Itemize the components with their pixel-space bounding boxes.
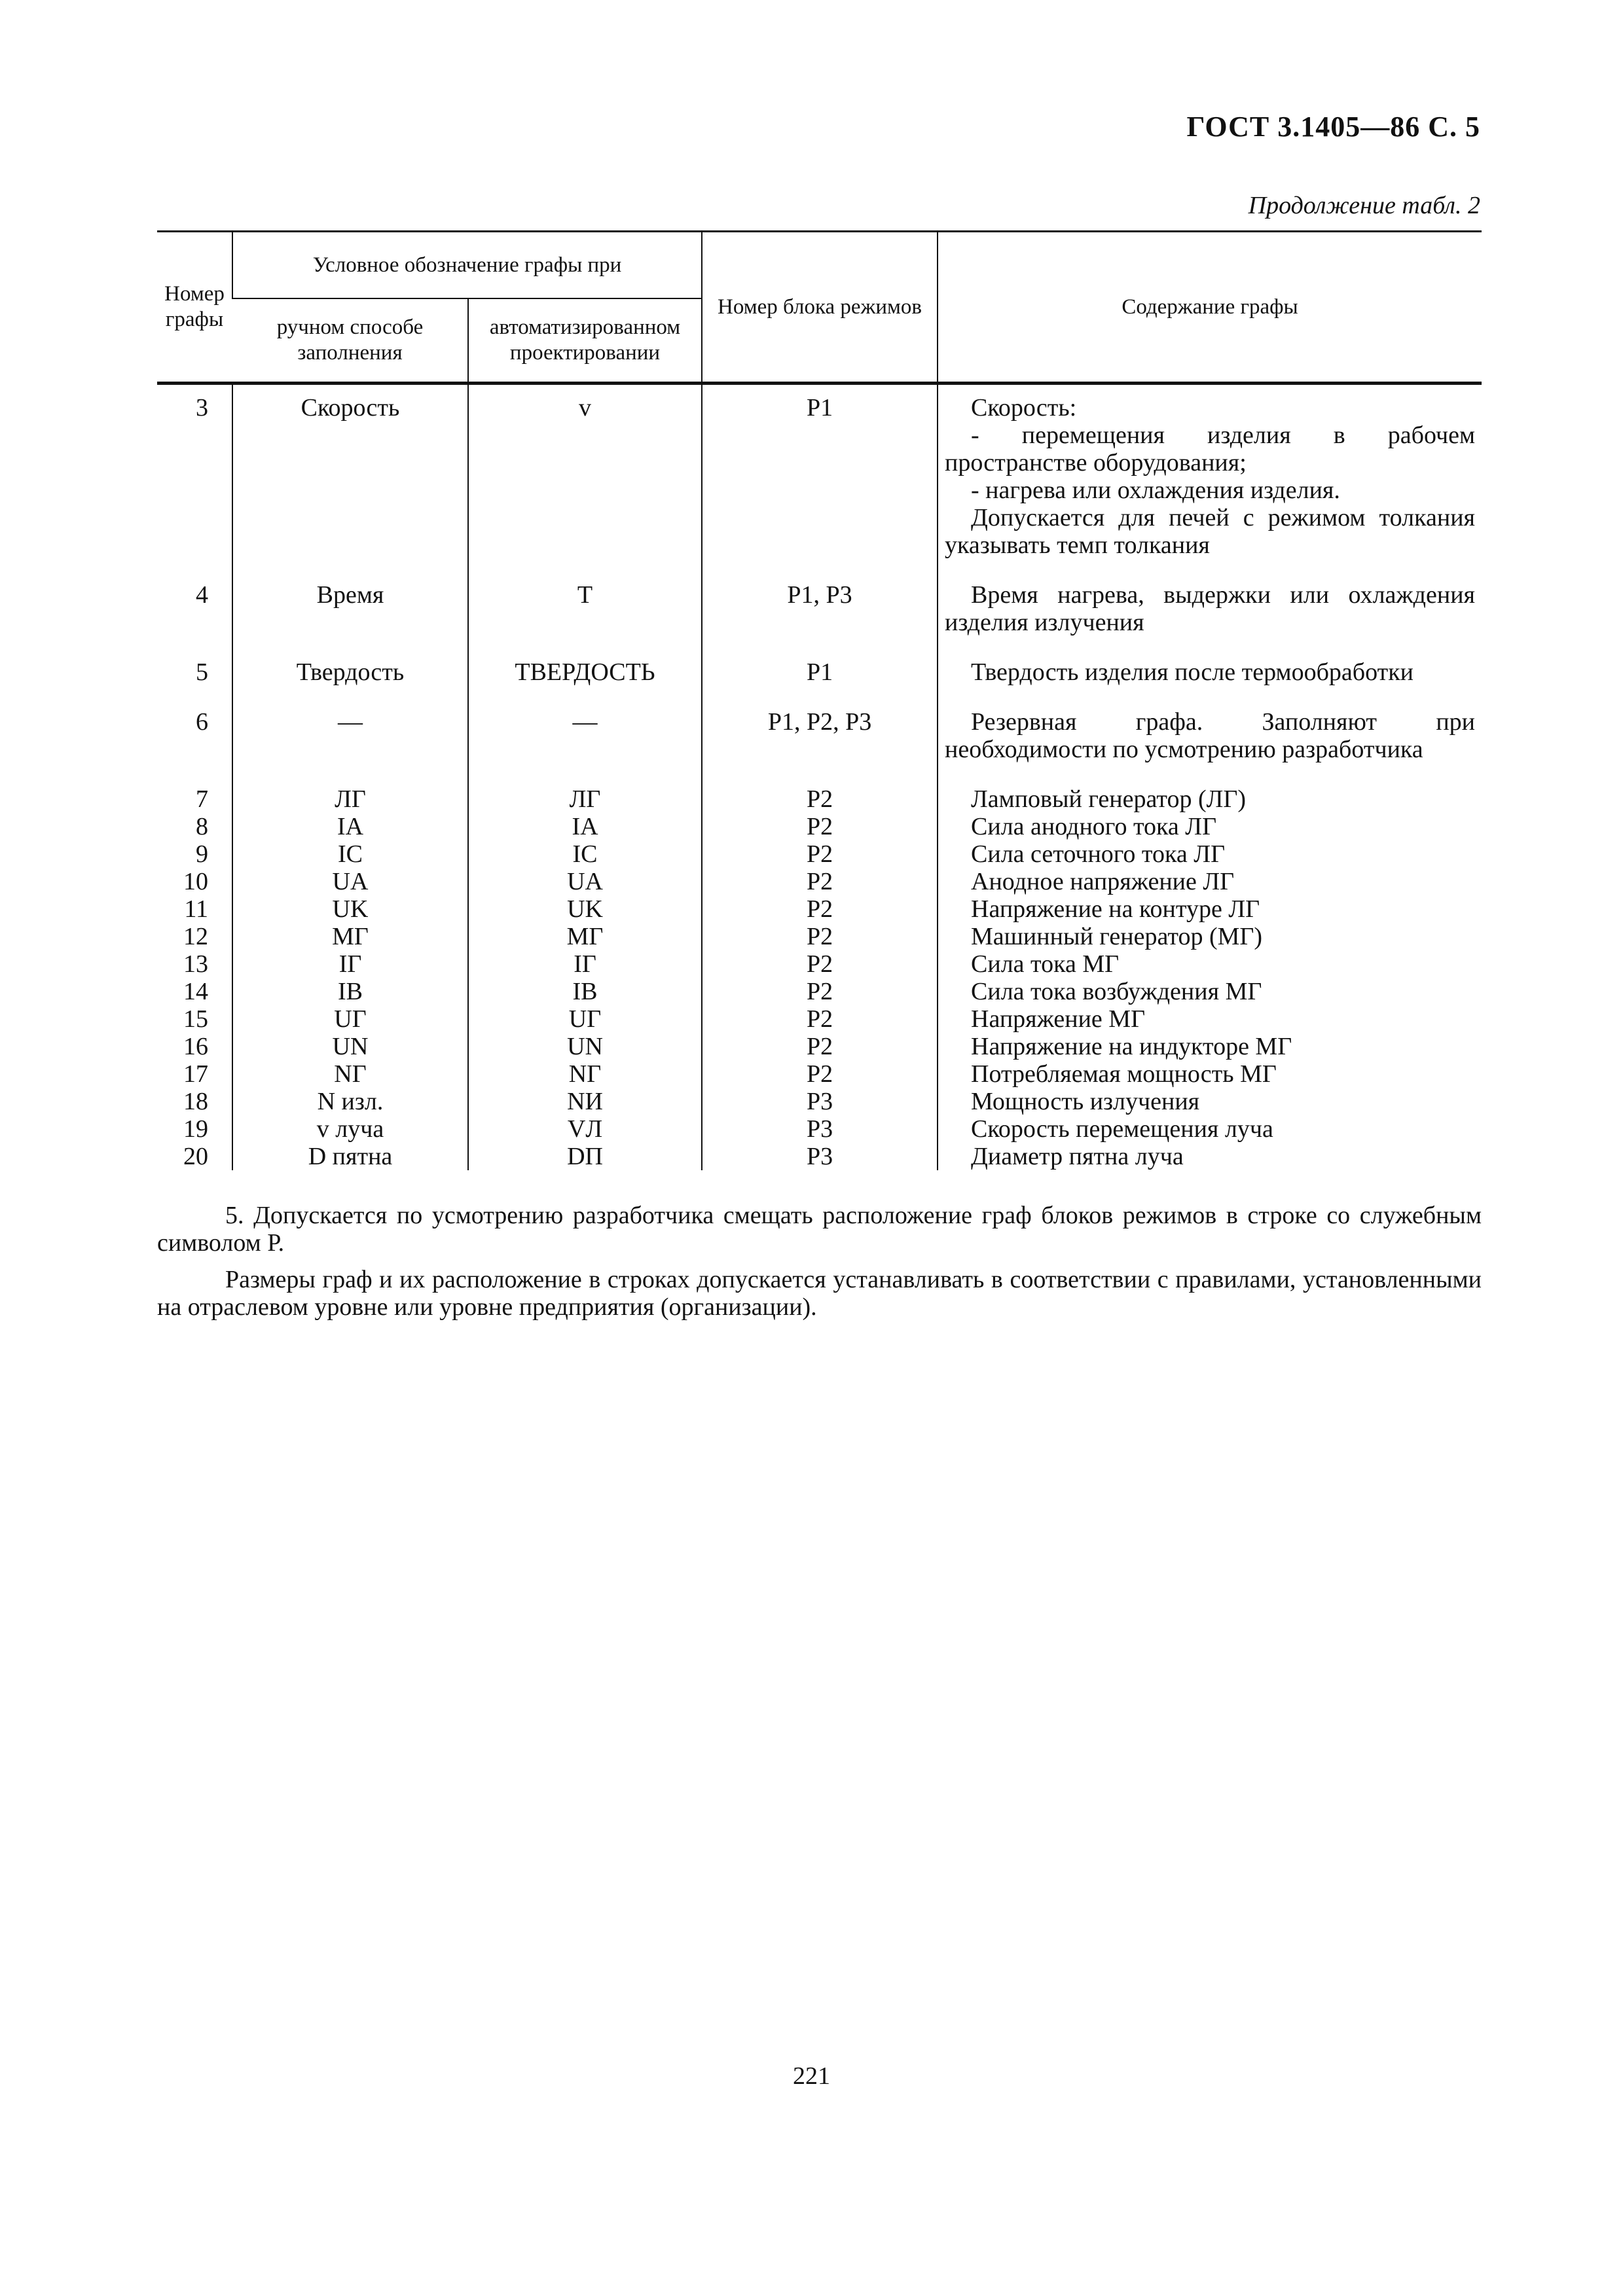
row-content [938,868,1482,895]
manual-designation: IC [232,840,468,868]
block-number: P1, P3 [702,573,938,651]
manual-designation: v луча [232,1115,468,1143]
content-line: Скорость: [971,394,1077,422]
content-line: Сила тока МГ [971,950,1120,978]
row-content [938,1143,1482,1170]
row-content [938,840,1482,868]
manual-designation: N изл. [232,1088,468,1115]
manual-designation: IГ [232,950,468,978]
automated-designation: v [468,384,702,574]
content-line: Мощность излучения [971,1088,1200,1115]
row-number: 11 [184,895,208,923]
header-block: Номер блока режимов [702,232,938,384]
table-row [157,700,1482,778]
row-content [938,1060,1482,1088]
automated-designation: T [468,573,702,651]
automated-designation: UK [468,895,702,923]
block-number: P2 [702,978,938,1005]
note-paragraph: 5. Допускается по усмотрению разработчика смещать расположение граф блоков режимов в строке со служебным символом Р. [157,1202,1482,1257]
row-number: 7 [196,785,208,813]
header-number: Номер графы [157,232,232,384]
block-number: P2 [702,1005,938,1033]
row-content [938,978,1482,1005]
automated-designation: UA [468,868,702,895]
automated-designation: IГ [468,950,702,978]
table-row [157,1033,1482,1060]
block-number: P1 [702,384,938,574]
manual-designation: IB [232,978,468,1005]
table-row [157,1060,1482,1088]
automated-designation: IB [468,978,702,1005]
block-number: P2 [702,1060,938,1088]
row-content [938,573,1482,651]
row-content [938,923,1482,950]
modes-table [157,230,1482,1170]
note-paragraph: Размеры граф и их расположение в строках допускается устанавливать в соответствии с правилами, установленными на отраслевом уровне или уровне предприятия (организации). [157,1266,1482,1321]
row-number: 20 [183,1143,208,1170]
table-row [157,923,1482,950]
content-line: Сила тока возбуждения МГ [971,978,1262,1005]
manual-designation: IA [232,813,468,840]
row-content [938,651,1482,700]
content-line: Анодное напряжение ЛГ [971,868,1235,895]
automated-designation: DП [468,1143,702,1170]
row-number: 12 [183,923,208,950]
block-number: P2 [702,1033,938,1060]
block-number: P2 [702,895,938,923]
block-number: P3 [702,1143,938,1170]
automated-designation: ЛГ [468,778,702,813]
block-number: P1, P2, P3 [702,700,938,778]
table-row [157,1115,1482,1143]
table-row [157,778,1482,813]
row-number: 16 [183,1033,208,1060]
automated-designation: IC [468,840,702,868]
automated-designation: VЛ [468,1115,702,1143]
content-line: Твердость изделия после термообработки [971,658,1413,686]
content-line: Диаметр пятна луча [971,1143,1184,1170]
manual-designation: UK [232,895,468,923]
automated-designation: IA [468,813,702,840]
header-automated: автоматизированном проектировании [468,298,702,384]
row-number: 15 [183,1005,208,1033]
row-content [938,1115,1482,1143]
manual-designation: Скорость [232,384,468,574]
automated-designation: ТВЕРДОСТЬ [468,651,702,700]
content-line: Потребляемая мощность МГ [971,1060,1277,1088]
block-number: P2 [702,923,938,950]
automated-designation: МГ [468,923,702,950]
block-number: P1 [702,651,938,700]
table-body [157,384,1482,1171]
content-line: - нагрева или охлаждения изделия. [971,476,1340,504]
row-content [938,1088,1482,1115]
table-row [157,384,1482,574]
content-line: Напряжение на контуре ЛГ [971,895,1260,923]
table-row [157,813,1482,840]
content-line: Ламповый генератор (ЛГ) [971,785,1247,813]
row-number: 8 [196,813,208,840]
block-number: P2 [702,778,938,813]
table-row [157,573,1482,651]
table-row [157,868,1482,895]
content-line: Время нагрева, выдержки или охлаждения изделия излучения [945,581,1476,636]
row-number: 4 [196,581,208,609]
automated-designation: NГ [468,1060,702,1088]
row-content [938,700,1482,778]
manual-designation: D пятна [232,1143,468,1170]
table-row [157,840,1482,868]
table-row [157,1088,1482,1115]
automated-designation: NИ [468,1088,702,1115]
row-content [938,778,1482,813]
header-manual: ручном способе заполнения [232,298,468,384]
table-row [157,651,1482,700]
row-content [938,1005,1482,1033]
notes [157,1202,1482,1330]
row-number: 19 [183,1115,208,1143]
content-line: Сила сеточного тока ЛГ [971,840,1226,868]
block-number: P2 [702,950,938,978]
row-content [938,384,1482,574]
table-row [157,1143,1482,1170]
manual-designation: ЛГ [232,778,468,813]
block-number: P2 [702,813,938,840]
manual-designation: Время [232,573,468,651]
content-line: Напряжение МГ [971,1005,1146,1033]
row-number: 17 [183,1060,208,1088]
row-number: 13 [183,950,208,978]
row-content [938,950,1482,978]
content-line: - перемещения изделия в рабочем пространстве оборудования; [945,422,1476,476]
row-content [938,895,1482,923]
row-number: 18 [183,1088,208,1115]
row-content [938,813,1482,840]
row-number: 5 [196,658,208,686]
table-row [157,1005,1482,1033]
block-number: P2 [702,840,938,868]
table-row [157,978,1482,1005]
automated-designation: UГ [468,1005,702,1033]
block-number: P2 [702,868,938,895]
content-line: Допускается для печей с режимом толкания указывать темп толкания [945,504,1476,559]
table-row [157,895,1482,923]
manual-designation: UN [232,1033,468,1060]
row-number: 14 [183,978,208,1005]
page-number: 221 [793,2062,830,2090]
table-row [157,950,1482,978]
manual-designation: UГ [232,1005,468,1033]
content-line: Сила анодного тока ЛГ [971,813,1217,840]
automated-designation: — [468,700,702,778]
table-continuation-label: Продолжение табл. 2 [1248,192,1480,219]
row-number: 10 [183,868,208,895]
manual-designation: UA [232,868,468,895]
manual-designation: NГ [232,1060,468,1088]
content-line: Скорость перемещения луча [971,1115,1273,1143]
page-header: ГОСТ 3.1405—86 С. 5 [1186,111,1480,143]
manual-designation: Твердость [232,651,468,700]
manual-designation: — [232,700,468,778]
row-number: 9 [196,840,208,868]
block-number: P3 [702,1115,938,1143]
content-line: Напряжение на индукторе МГ [971,1033,1292,1060]
content-line: Машинный генератор (МГ) [971,923,1263,950]
row-number: 6 [196,708,208,736]
manual-designation: МГ [232,923,468,950]
block-number: P3 [702,1088,938,1115]
automated-designation: UN [468,1033,702,1060]
content-line: Резервная графа. Заполняют при необходимости по усмотрению разработчика [945,708,1476,763]
row-content [938,1033,1482,1060]
row-number: 3 [196,394,208,422]
header-designation: Условное обозначение графы при [232,232,702,299]
header-content: Содержание графы [938,232,1482,384]
